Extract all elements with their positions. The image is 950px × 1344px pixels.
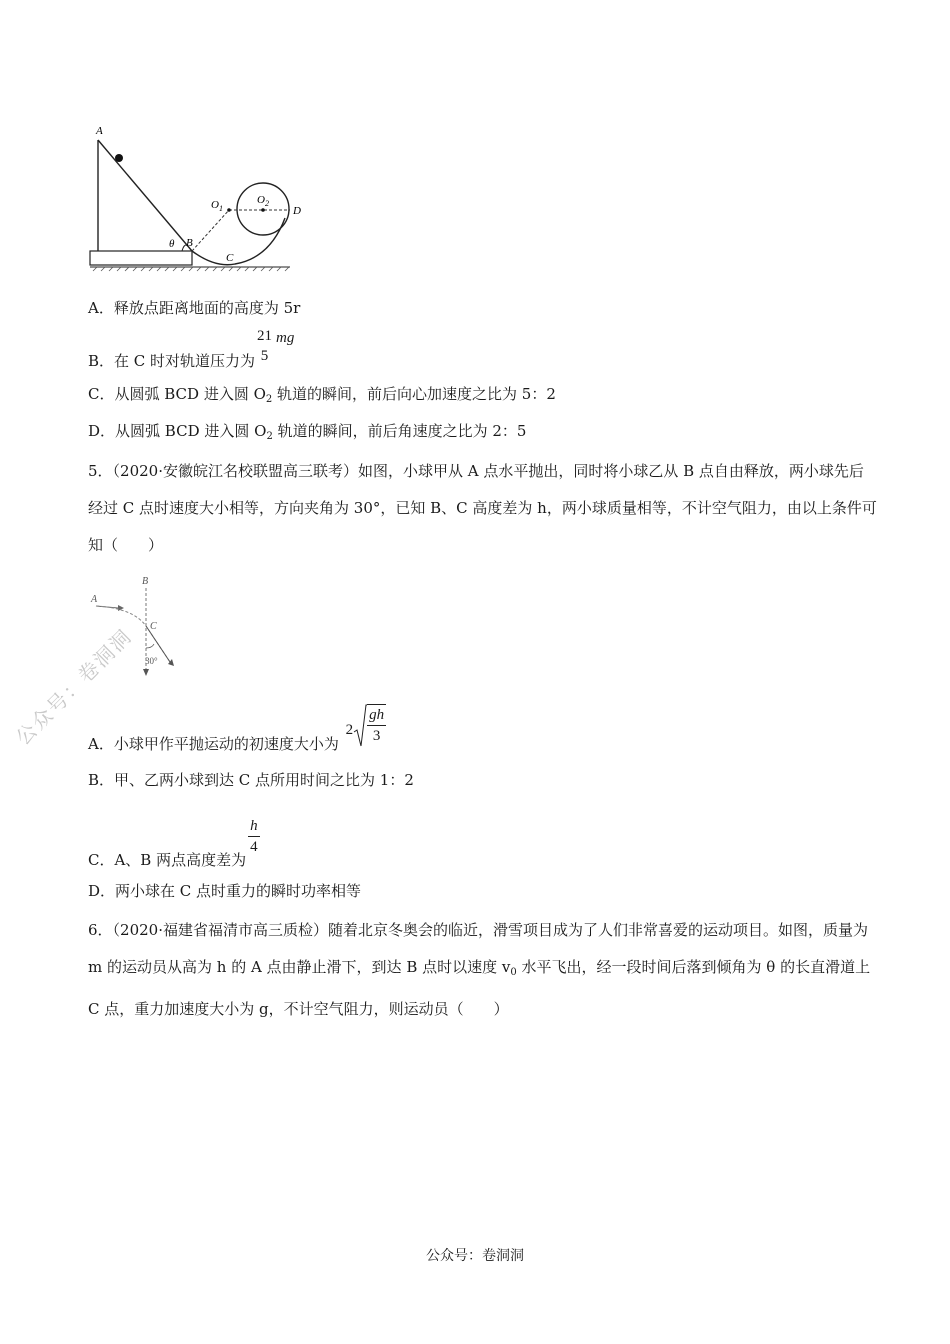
q5-option-a: A．小球甲作平抛运动的初速度大小为 2 $\frac{gh}{3}$ — [88, 700, 386, 744]
q5-option-c: C．A、B 两点高度差为 $\frac{h}{4}$ — [88, 818, 258, 869]
label-theta: θ — [169, 238, 175, 250]
q5-option-a-formula: 2 $\frac{gh}{3}$ — [346, 704, 387, 748]
label-o2: $O_2$ — [257, 194, 269, 208]
q4-option-b-unit: mg — [276, 330, 295, 346]
q5-option-c-fraction: $\frac{h}{4}$ — [250, 818, 258, 855]
label-angle: 30° — [145, 656, 158, 666]
q4-option-c: C．从圆弧 BCD 进入圆 $O_2$ 轨道的瞬间，前后向心加速度之比为 5：2 — [88, 385, 556, 405]
label-a: A — [96, 125, 103, 137]
page-footer: 公众号：卷洞洞 — [426, 1248, 524, 1264]
label-a: A — [91, 594, 98, 605]
q4-option-b-fraction: 21 5 — [257, 328, 273, 364]
label-c: C — [226, 252, 234, 264]
label-b: B — [186, 237, 193, 249]
q4-option-d: D．从圆弧 BCD 进入圆 $O_2$ 轨道的瞬间，前后角速度之比为 2：5 — [88, 422, 527, 442]
q5-stem: 5．（2020·安徽皖江名校联盟高三联考）如图，小球甲从 A 点水平抛出，同时将小球乙从 B 点自由释放，两小球先后经过 C 点时速度大小相等，方向夹角为 30°，已知 B、C 高度差为 h，两小球质量相等，不计空气阻力，由以上条件可知（ ） — [88, 462, 877, 554]
q4-option-b-text: B．在 C 时对轨道压力为 — [88, 352, 256, 370]
q6-stem: 6．（2020·福建省福清市高三质检）随着北京冬奥会的临近，滑雪项目成为了人们非常喜爱的运动项目。如图，质量为 m 的运动员从高为 h 的 A 点由静止滑下，到达 B 点时以速度 $v_0$ 水平飞出，经一段时间后落到倾角为 θ 的长直滑道上 C 点，重力加速度大小为 g，不计空气阻力，则运动员（ ） — [88, 921, 871, 1018]
label-o1: $O_1$ — [211, 199, 223, 213]
watermark: 公众号：卷洞洞 — [10, 623, 137, 750]
q4-option-a: A．释放点距离地面的高度为 5r — [88, 299, 301, 317]
label-d: D — [293, 205, 301, 217]
label-b: B — [142, 576, 149, 587]
q4-option-b — [88, 328, 295, 370]
q5-option-b: B．甲、乙两小球到达 C 点所用时间之比为 1：2 — [88, 771, 414, 789]
q5-option-d: D．两小球在 C 点时重力的瞬时功率相等 — [88, 882, 362, 900]
label-c: C — [150, 621, 157, 632]
track-loop-figure — [85, 120, 300, 272]
